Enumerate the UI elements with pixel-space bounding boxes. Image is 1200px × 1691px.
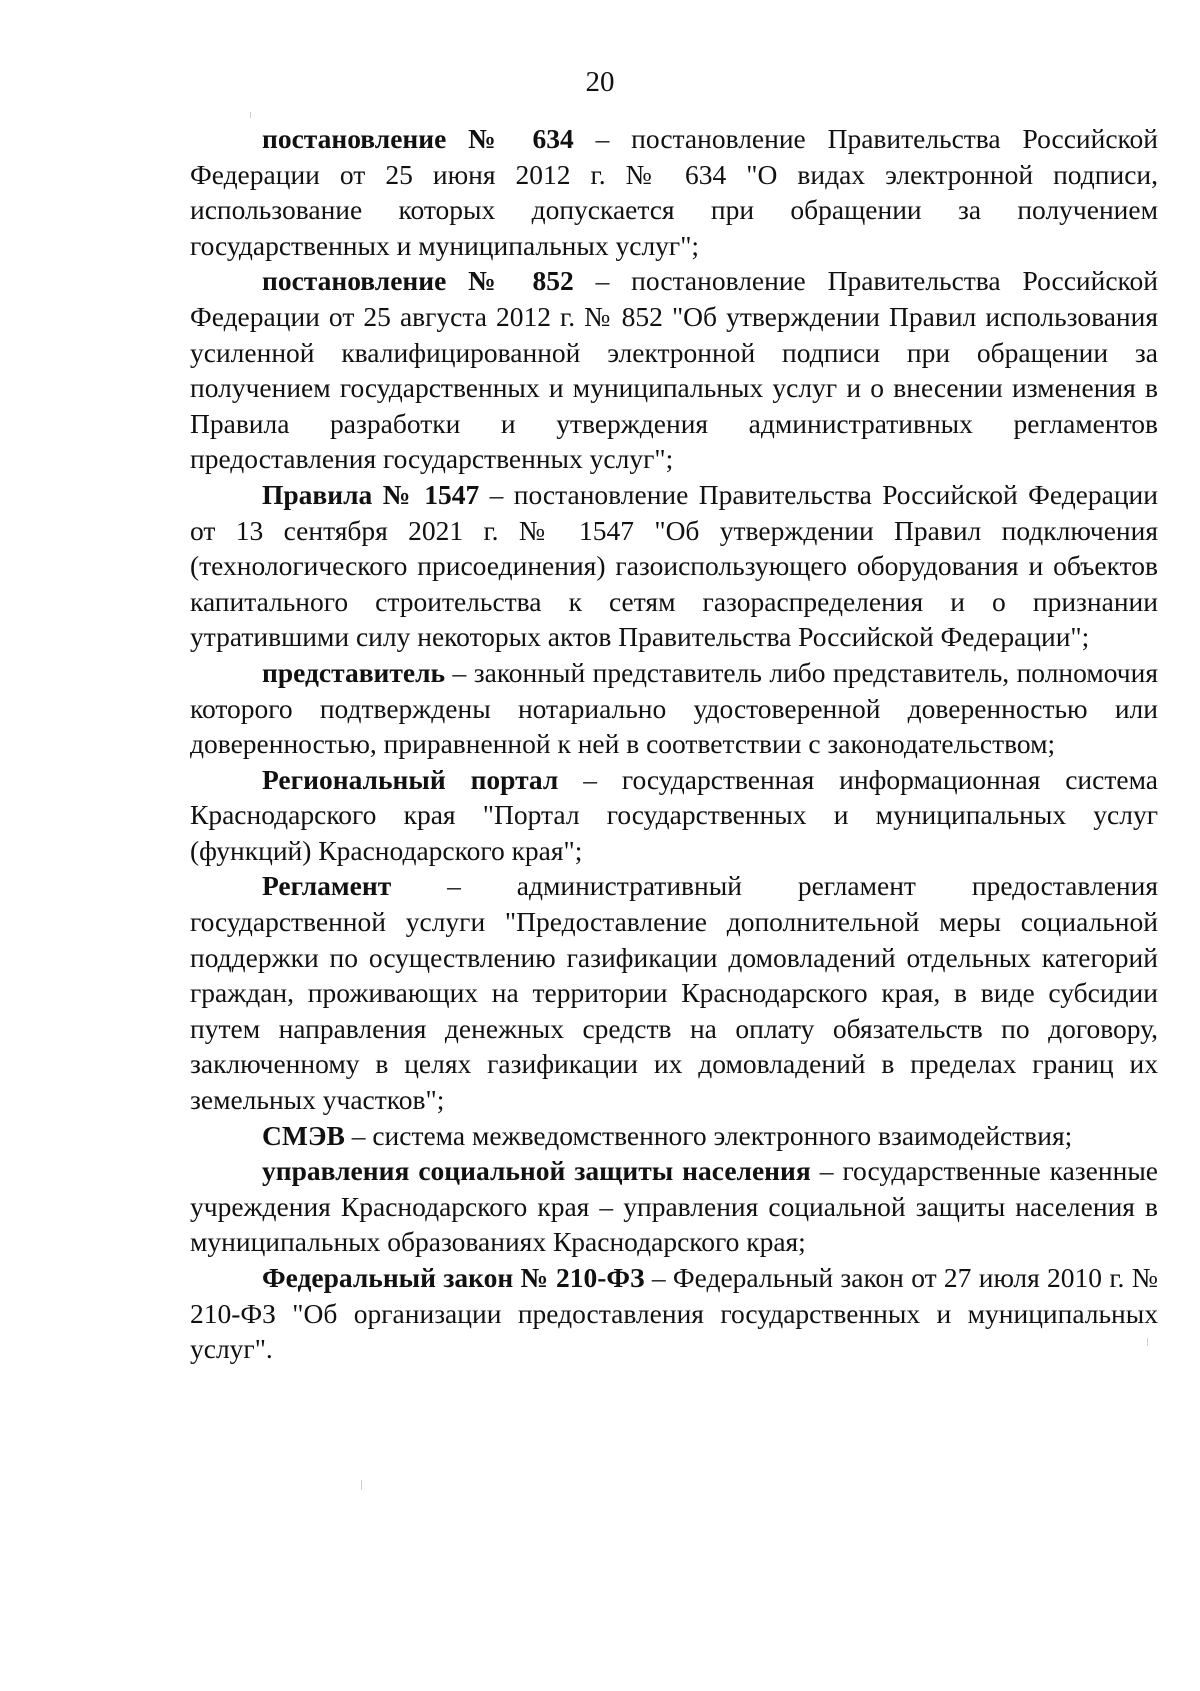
scan-artifact [1147,1338,1148,1346]
definition-item [190,868,1158,1117]
definition-text: – постановление Правительства Российской Федерации от 25 июня 2012 г. № 634 "О видах электронной подписи, использование которых допускается при обращении за получением государственных и муниципальных услуг"; [190,123,1158,261]
definition-term: постановление № 634 [262,123,574,154]
definition-item [190,762,1158,869]
definition-item [190,121,1158,263]
definition-text: – государственные казенные учреждения Краснодарского края – управления социальной защиты населения в муниципальных образованиях Краснодарского края; [190,1155,1158,1258]
definition-term: представитель [262,656,446,688]
definition-item [190,477,1158,655]
definition-term: Региональный портал [262,763,559,795]
definitions-list [190,121,1158,1367]
definition-text: – законный представитель либо представитель, полномочия которого подтверждены нотариально удостоверенной доверенностью или доверенностью, приравненной к ней в соответствии с законодательством; [190,656,1158,760]
definition-item [190,1260,1158,1367]
definition-term: СМЭВ [262,1119,345,1151]
definition-text: – постановление Правительства Российской Федерации от 25 августа 2012 г. № 852 "Об утверждении Правил использования усиленной квалифицированной электронной подписи при обращении за получением государственных и муниципальных услуг и о внесении изменения в Правила разработки и утверждения административных регламентов предоставления государственных услуг"; [190,265,1158,475]
definition-text: – государственная информационная система Краснодарского края "Портал государственных и муниципальных услуг (функций) Краснодарского края"; [190,763,1158,866]
scan-artifact [250,112,251,118]
definition-text: – административный регламент предоставления государственной услуги "Предоставление дополнительной меры социальной поддержки по осуществлению газификации домовладений отдельных категорий граждан, проживающих на территории Краснодарского края, в виде субсидии путем направления денежных средств на оплату обязательств по договору, заключенному в целях газификации их домовладений в пределах границ их земельных участков"; [190,870,1158,1116]
definition-term: Регламент [262,870,392,902]
definition-term: постановление № 852 [262,265,574,297]
page-number: 20 [585,66,615,98]
definition-item [190,1118,1158,1154]
definition-item [190,263,1158,477]
definition-text: – постановление Правительства Российской Федерации от 13 сентября 2021 г. № 1547 "Об утверждении Правил подключения (технологического присоединения) газоиспользующего оборудования и объектов капитального строительства к сетям газораспределения и о признании утратившими силу некоторых актов Правительства Российской Федерации"; [190,478,1158,653]
definition-term: Федеральный закон № 210-ФЗ [262,1262,645,1293]
definition-term: Правила № 1547 [262,478,480,510]
definition-term: управления социальной защиты населения [262,1155,811,1187]
definition-item [190,1153,1158,1260]
definition-text: – Федеральный закон от 27 июля 2010 г. № 210-ФЗ "Об организации предоставления государственных и муниципальных услуг". [190,1262,1158,1365]
definition-item [190,655,1158,762]
definition-text: – система межведомственного электронного взаимодействия; [344,1119,1073,1151]
scan-artifact [361,1480,362,1490]
